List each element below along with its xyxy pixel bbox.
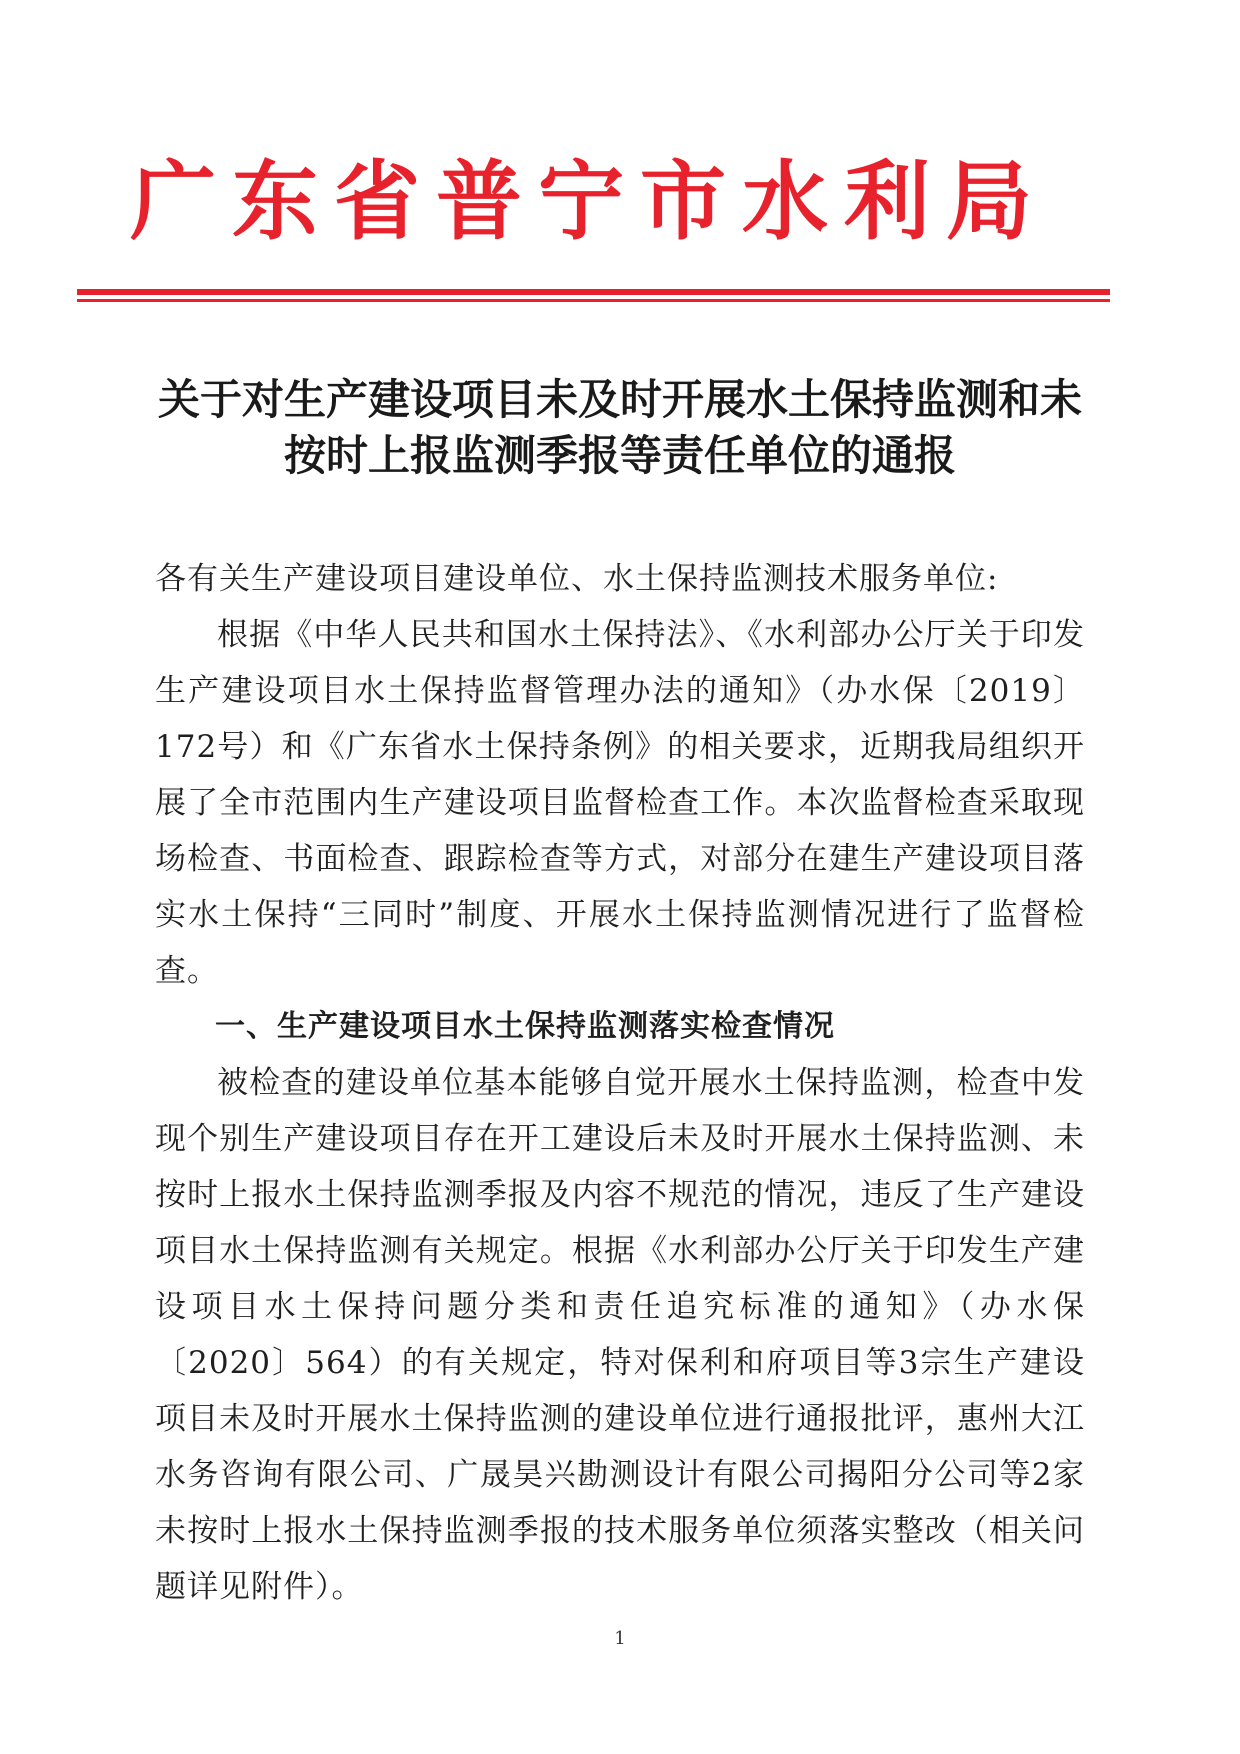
document-body xyxy=(155,551,1085,1615)
section-1-heading: 一、生产建设项目水土保持监测落实检查情况 xyxy=(215,1009,835,1044)
section-1-paragraph: 被检查的建设单位基本能够自觉开展水土保持监测，检查中发现个别生产建设项目存在开工建设后未及时开展水土保持监测、未按时上报水土保持监测季报及内容不规范的情况，违反了生产建设项目水土保持监测有关规定。根据《水利部办公厅关于印发生产建设项目水土保持问题分类和责任追究标准的通知》（办水保〔2020〕564）的有关规定，特对保利和府项目等3宗生产建设项目未及时开展水土保持监测的建设单位进行通报批评，惠州大江水务咨询有限公司、广晟昊兴勘测设计有限公司揭阳分公司等2家未按时上报水土保持监测季报的技术服务单位须落实整改（相关问题详见附件）。 xyxy=(155,1065,1085,1605)
document-title-line-1: 关于对生产建设项目未及时开展水土保持监测和未 xyxy=(157,375,1082,424)
document-title-line-2: 按时上报监测季报等责任单位的通报 xyxy=(283,431,956,480)
salutation: 各有关生产建设项目建设单位、水土保持监测技术服务单位: xyxy=(155,561,999,597)
agency-masthead: 广东省普宁市水利局 xyxy=(130,151,1048,252)
intro-paragraph: 根据《中华人民共和国水土保持法》、《水利部办公厅关于印发生产建设项目水土保持监督管理办法的通知》（办水保〔2019〕172号）和《广东省水土保持条例》的相关要求，近期我局组织开展了全市范围内生产建设项目监督检查工作。本次监督检查采取现场检查、书面检查、跟踪检查等方式，对部分在建生产建设项目落实水土保持“三同时”制度、开展水土保持监测情况进行了监督检查。 xyxy=(155,617,1085,989)
header-rule-thick xyxy=(77,289,1110,295)
page-number: 1 xyxy=(614,1628,626,1649)
document-title xyxy=(100,372,1140,484)
header-rule-thin xyxy=(77,299,1110,302)
